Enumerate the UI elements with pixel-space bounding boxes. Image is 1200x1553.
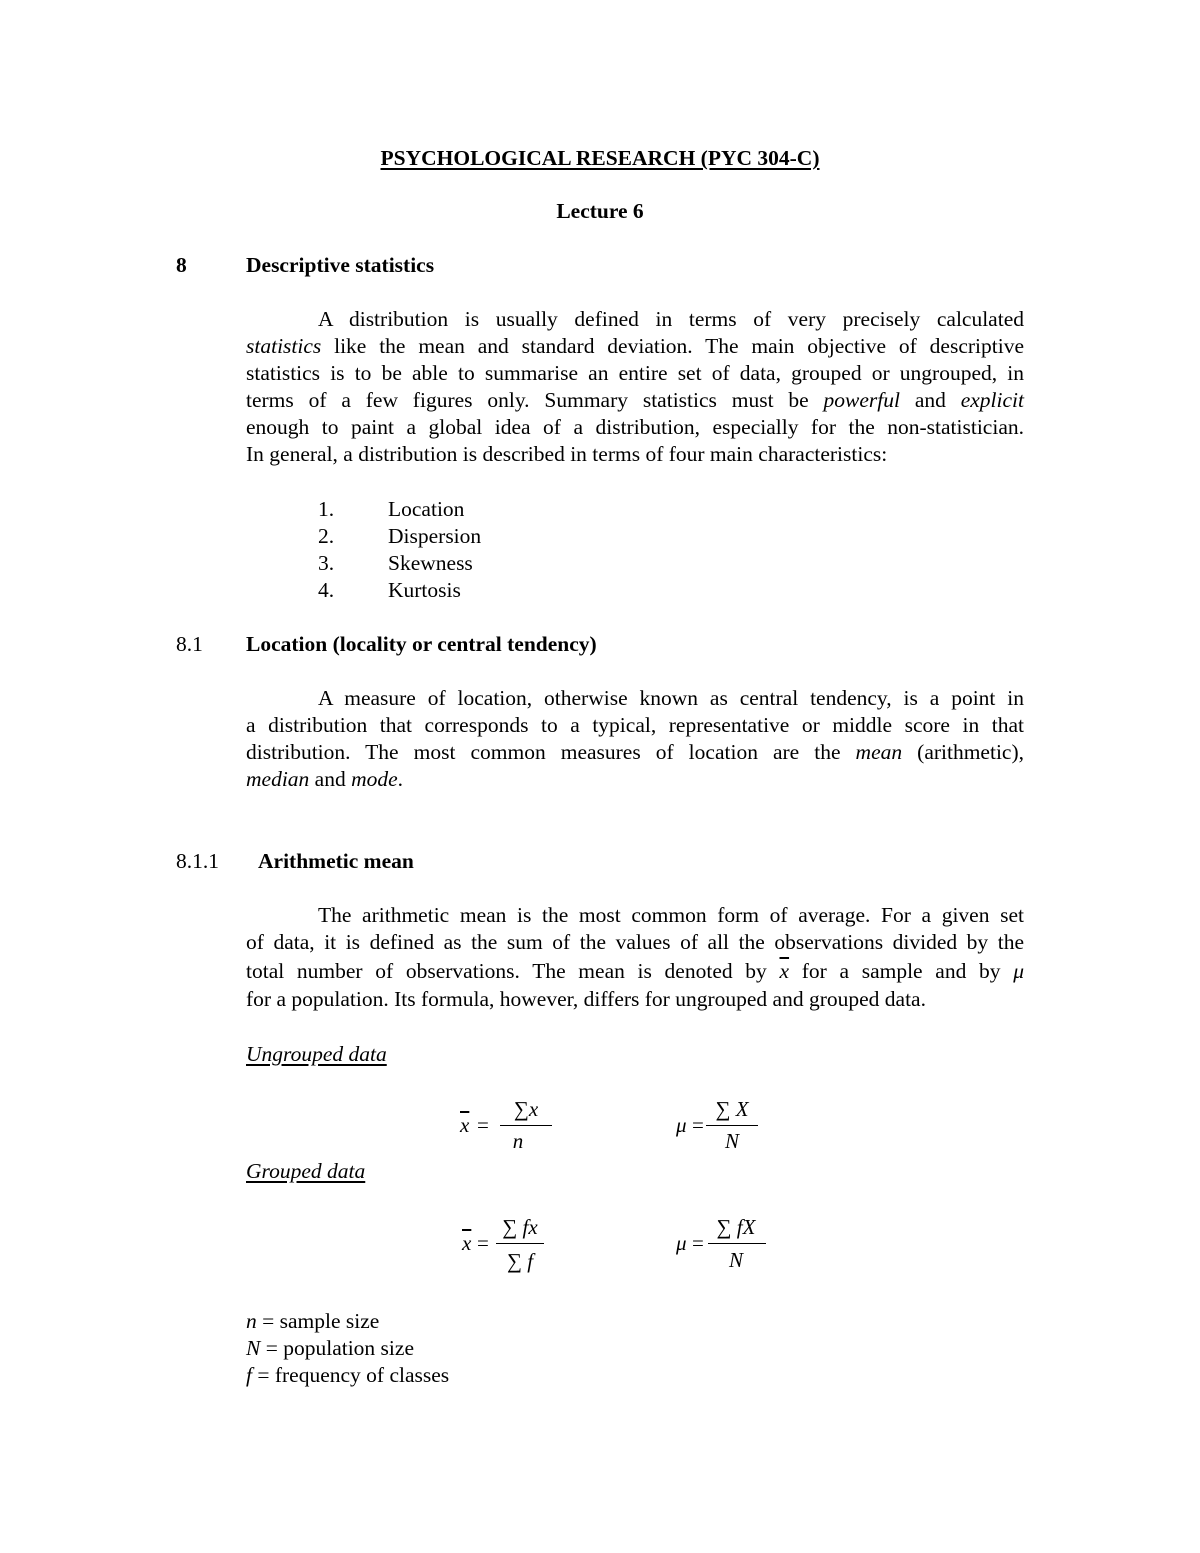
para-line: for a population. Its formula, however, differs for ungrouped and grouped data. [246,987,926,1011]
para-line: statistics is to be able to summarise an entire set of data, grouped or ungrouped, in [246,361,1024,385]
para-line-italic: powerful [823,388,900,412]
ungrouped-sample-mean-formula [460,1098,560,1158]
equals-sign: = [477,1113,489,1137]
para-line-italic: median [246,767,310,791]
definition-symbol: N [246,1336,261,1360]
definition-text: = population size [260,1336,414,1360]
section-8-1-1-number: 8.1.1 [176,849,219,873]
formula-numerator: ∑x [513,1097,539,1121]
formula-denominator: N [728,1248,743,1272]
section-8-number: 8 [176,253,187,277]
equals-sign: = [477,1231,489,1255]
lecture-number: Lecture 6 [556,199,644,223]
para-line: and [309,767,352,791]
para-line-italic: statistics [246,334,322,358]
fraction-bar [500,1125,552,1126]
section-8-1-number: 8.1 [176,632,203,656]
para-line: (arithmetic), [902,740,1025,764]
equals-sign: = [692,1113,704,1137]
para-line: and [899,388,961,412]
xbar-symbol: $\overline{x}$ [779,959,790,983]
definition-text: = sample size [256,1309,380,1333]
list-item: Dispersion [388,524,482,548]
formula-numerator: ∑ X [715,1097,749,1121]
formula-denominator: N [724,1129,739,1153]
ungrouped-data-label: Ungrouped data [246,1042,387,1066]
section-8-1-heading: Location (locality or central tendency) [246,632,597,656]
para-line-italic: mode [351,767,398,791]
document-title: PSYCHOLOGICAL RESEARCH (PYC 304-C) [380,146,820,170]
para-line: A distribution is usually defined in terms of very precisely calculated [318,307,1024,331]
para-line: like the mean and standard deviation. The main objective of descriptive [321,334,1024,358]
definition-symbol: f [246,1363,252,1387]
xbar-symbol: $\overline{x}$ [462,1231,472,1255]
xbar-symbol: $\overline{x}$ [460,1113,470,1137]
mu-symbol: μ [676,1113,687,1137]
para-line: In general, a distribution is described in terms of four main characteristics: [246,442,888,466]
list-item-number: 4. [318,578,335,602]
section-8-heading: Descriptive statistics [246,253,435,277]
definition-N [246,1335,414,1362]
para-line: . [397,767,404,791]
para-line: for a sample and by [789,959,1014,983]
ungrouped-population-mean-formula [676,1096,776,1156]
formula-numerator: ∑ fX [716,1215,756,1239]
para-line: A measure of location, otherwise known as central tendency, is a point in [318,686,1024,710]
fraction-bar [496,1243,544,1244]
list-item-number: 2. [318,524,335,548]
formula-denominator: ∑ f [506,1249,534,1273]
fraction-bar [706,1125,758,1126]
list-item-number: 3. [318,551,335,575]
para-line: of data, it is defined as the sum of the values of all the observations divided by the [246,930,1024,954]
formula-denominator: n [512,1129,524,1153]
grouped-population-mean-formula [676,1214,786,1276]
para-line: total number of observations. The mean is denoted by [246,959,780,983]
definition-n [246,1308,379,1335]
para-line: enough to paint a global idea of a distribution, especially for the non-statistician. [246,415,1024,439]
para-line: terms of a few figures only. Summary statistics must be [246,388,824,412]
mu-symbol: μ [1013,959,1024,983]
equals-sign: = [692,1231,704,1255]
para-line-italic: explicit [960,388,1024,412]
para-line: The arithmetic mean is the most common form of average. For a given set [318,903,1024,927]
list-item: Skewness [388,551,473,575]
section-8-1-1-paragraph [246,902,1024,1013]
list-item: Kurtosis [388,578,461,602]
definition-text: = frequency of classes [251,1363,450,1387]
formula-numerator: ∑ fx [502,1215,538,1239]
para-line-italic: mean [855,740,903,764]
para-line: distribution. The most common measures of location are the [246,740,856,764]
definition-f [246,1362,449,1389]
definition-symbol: n [246,1309,257,1333]
section-8-1-paragraph [246,685,1024,793]
mu-symbol: μ [676,1231,687,1255]
list-item-number: 1. [318,497,335,521]
grouped-sample-mean-formula [462,1214,562,1276]
list-item: Location [388,497,465,521]
section-8-paragraph [246,306,1024,468]
section-8-1-1-heading: Arithmetic mean [258,849,414,873]
grouped-data-label: Grouped data [246,1159,366,1183]
para-line: a distribution that corresponds to a typical, representative or middle score in that [246,713,1024,737]
fraction-bar [708,1243,766,1244]
